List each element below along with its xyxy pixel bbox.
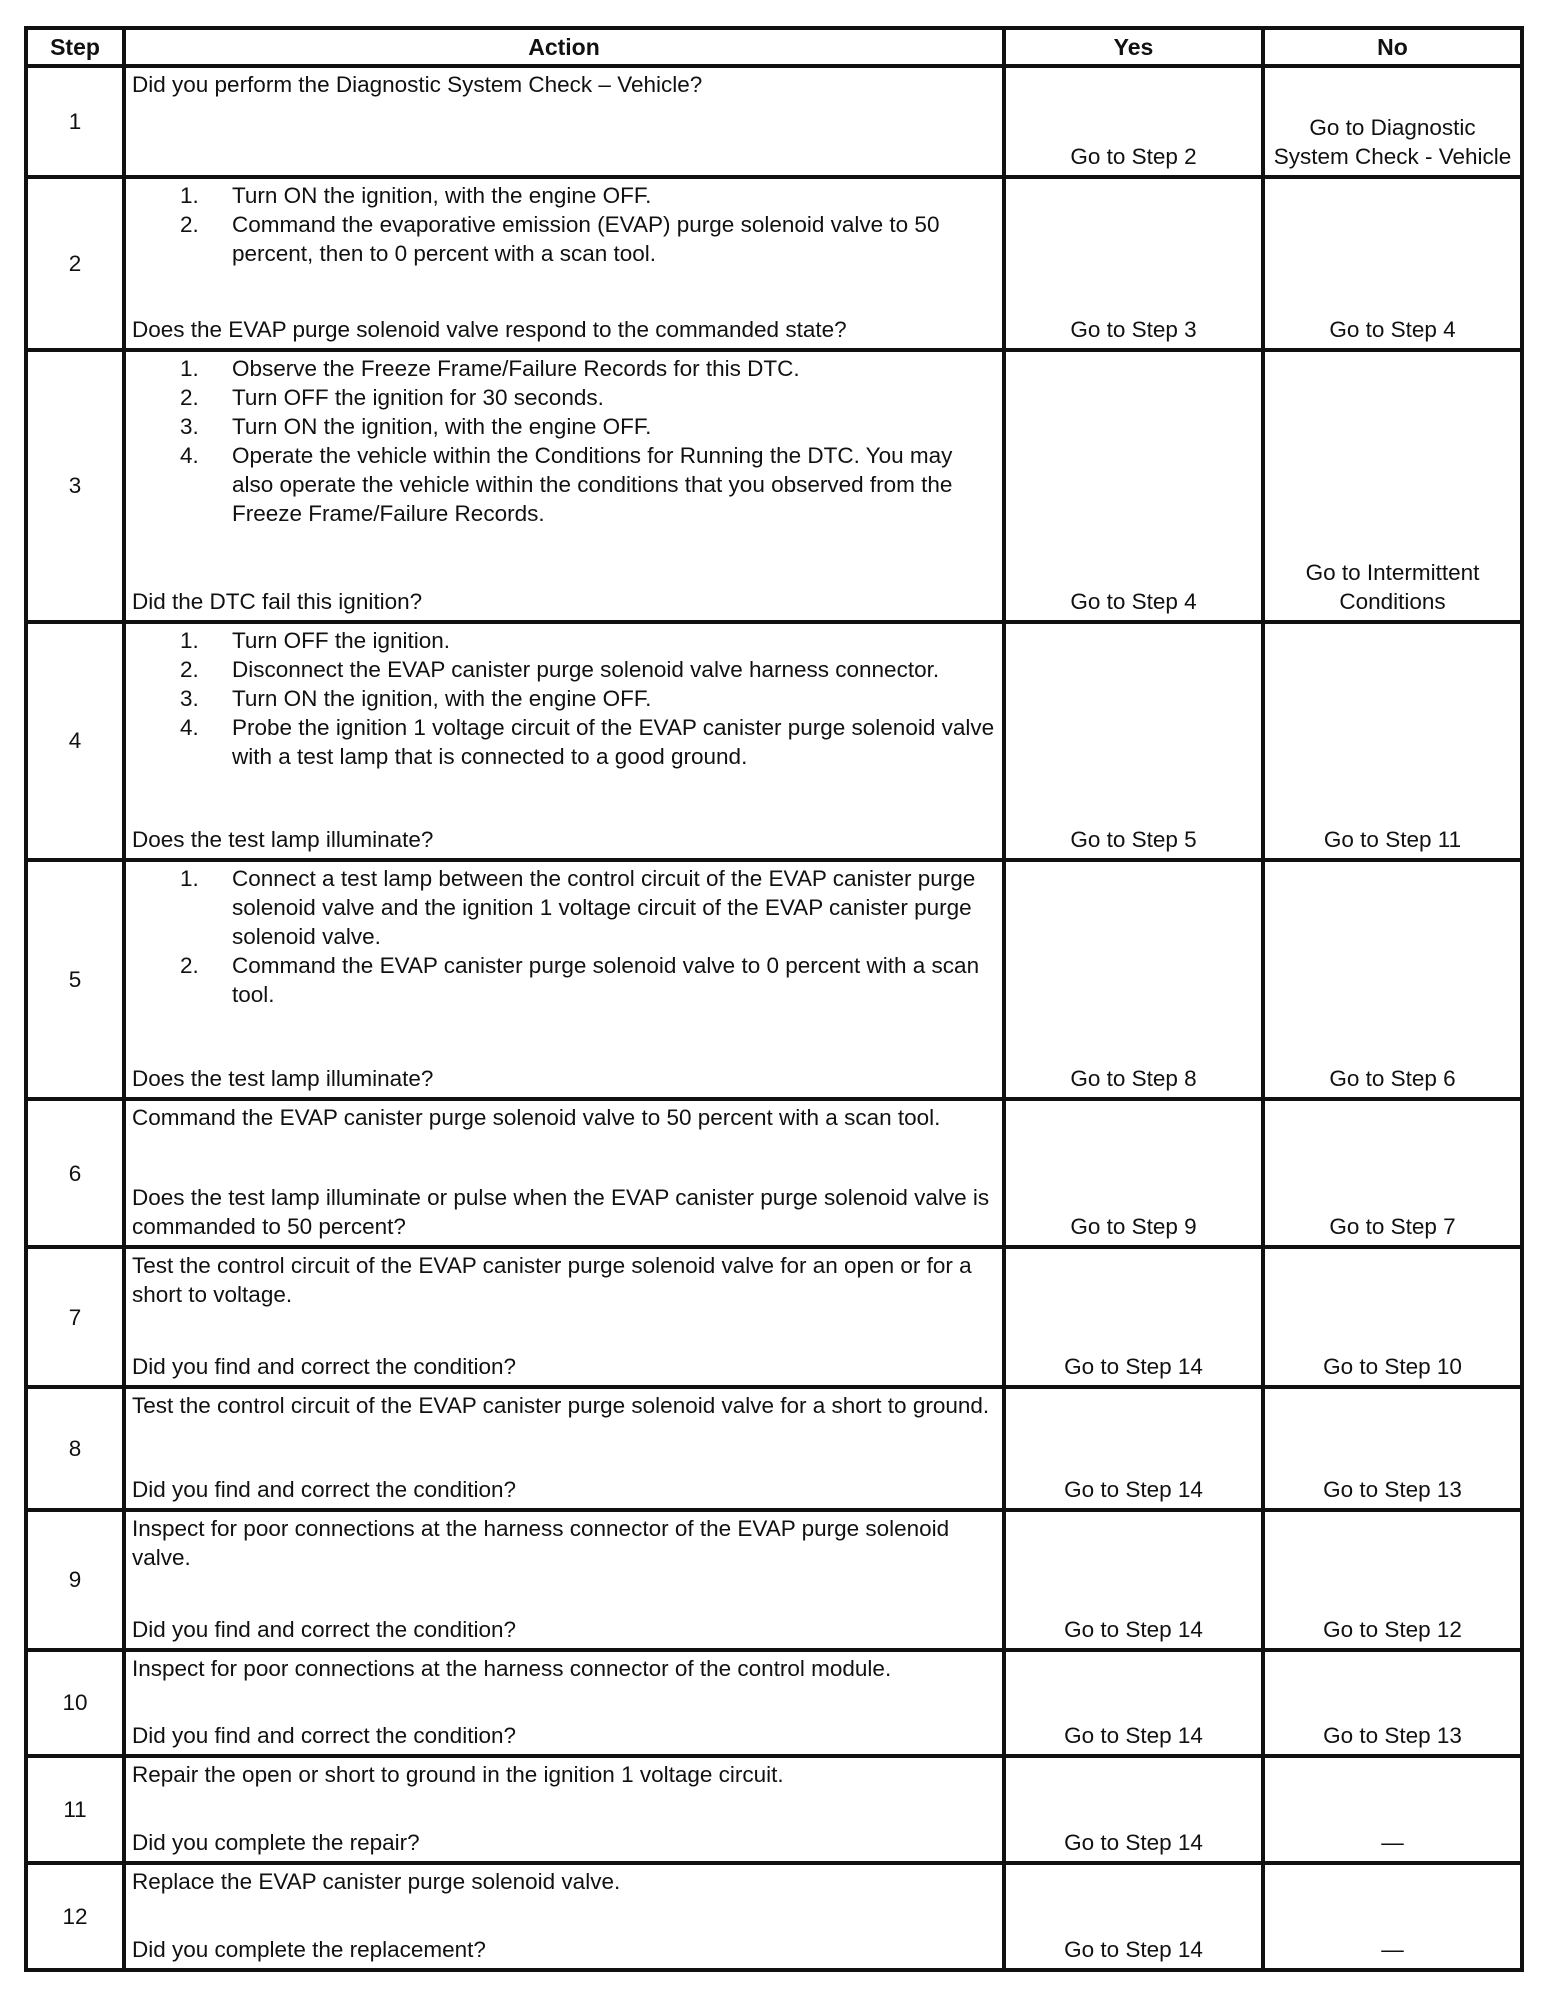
action-step-number: 1. bbox=[180, 866, 199, 892]
action-step-text: Observe the Freeze Frame/Failure Records for this DTC. bbox=[232, 356, 800, 381]
action-step-number: 2. bbox=[180, 212, 199, 238]
step-number: 12 bbox=[26, 1863, 124, 1970]
action-content bbox=[132, 1103, 998, 1242]
action-step-text: Command the evaporative emission (EVAP) purge solenoid valve to 50 percent, then to 0 percent with a scan tool. bbox=[232, 212, 940, 267]
action-text: Replace the EVAP canister purge solenoid valve. bbox=[132, 1869, 621, 1895]
action-step-text: Command the EVAP canister purge solenoid valve to 0 percent with a scan tool. bbox=[232, 953, 980, 1008]
table-row bbox=[26, 1756, 1522, 1863]
action-step-text: Probe the ignition 1 voltage circuit of the EVAP canister purge solenoid valve with a test lamp that is connected to a good ground. bbox=[232, 714, 995, 769]
no-result: Go to Step 10 bbox=[1263, 1247, 1522, 1387]
action-step-text: Connect a test lamp between the control circuit of the EVAP canister purge solenoid valve and the ignition 1 voltage circuit of the EVAP canister purge solenoid valve. bbox=[232, 866, 976, 950]
yes-result: Go to Step 14 bbox=[1004, 1510, 1263, 1650]
action-instructions bbox=[132, 70, 998, 99]
table-row bbox=[26, 1863, 1522, 1970]
table-row bbox=[26, 1650, 1522, 1757]
yes-result: Go to Step 14 bbox=[1004, 1387, 1263, 1510]
yes-result: Go to Step 3 bbox=[1004, 177, 1263, 350]
action-instructions bbox=[132, 1251, 998, 1309]
action-step-number: 2. bbox=[180, 953, 199, 979]
no-result: Go to Step 13 bbox=[1263, 1387, 1522, 1510]
action-step-text: Operate the vehicle within the Conditions for Running the DTC. You may also operate the vehicle within the conditions that you observed from the Freeze Frame/Failure Records. bbox=[232, 443, 953, 526]
step-number: 11 bbox=[26, 1756, 124, 1863]
yes-result: Go to Step 4 bbox=[1004, 350, 1263, 622]
no-result: Go to Step 6 bbox=[1263, 860, 1522, 1099]
action-cell bbox=[124, 860, 1004, 1099]
action-question: Does the test lamp illuminate? bbox=[132, 827, 434, 853]
action-instructions bbox=[132, 1391, 998, 1420]
no-result: Go to Diagnostic System Check - Vehicle bbox=[1263, 66, 1522, 177]
action-content bbox=[132, 70, 998, 171]
action-instructions bbox=[132, 1760, 998, 1789]
no-result: Go to Step 11 bbox=[1263, 622, 1522, 861]
action-step-item bbox=[132, 655, 998, 684]
no-result: Go to Step 12 bbox=[1263, 1510, 1522, 1650]
action-step-item bbox=[132, 713, 998, 771]
action-question: Does the test lamp illuminate or pulse when the EVAP canister purge solenoid valve is commanded to 50 percent? bbox=[132, 1185, 990, 1240]
action-text: Command the EVAP canister purge solenoid valve to 50 percent with a scan tool. bbox=[132, 1104, 941, 1130]
action-instructions bbox=[132, 626, 998, 771]
action-step-text: Turn ON the ignition, with the engine OFF. bbox=[232, 414, 652, 439]
action-content bbox=[132, 1867, 998, 1964]
action-content bbox=[132, 181, 998, 344]
no-result: Go to Intermittent Conditions bbox=[1263, 350, 1522, 622]
yes-result: Go to Step 8 bbox=[1004, 860, 1263, 1099]
action-instructions bbox=[132, 354, 998, 528]
action-cell bbox=[124, 66, 1004, 177]
action-content bbox=[132, 1654, 998, 1751]
action-cell bbox=[124, 1247, 1004, 1387]
action-step-item bbox=[132, 412, 998, 441]
step-number: 5 bbox=[26, 860, 124, 1099]
action-cell bbox=[124, 1387, 1004, 1510]
action-question: Did you find and correct the condition? bbox=[132, 1723, 516, 1749]
no-result: Go to Step 7 bbox=[1263, 1099, 1522, 1248]
no-result: — bbox=[1263, 1863, 1522, 1970]
action-text: Inspect for poor connections at the harness connector of the control module. bbox=[132, 1655, 892, 1681]
action-step-number: 1. bbox=[180, 627, 199, 653]
step-number: 3 bbox=[26, 350, 124, 622]
action-step-number: 2. bbox=[180, 656, 199, 682]
table-row bbox=[26, 350, 1522, 622]
action-step-number: 1. bbox=[180, 356, 199, 381]
yes-result: Go to Step 5 bbox=[1004, 622, 1263, 861]
action-question: Did you complete the repair? bbox=[132, 1830, 420, 1856]
action-content bbox=[132, 1760, 998, 1857]
action-text: Did you perform the Diagnostic System Check – Vehicle? bbox=[132, 72, 703, 97]
action-instructions bbox=[132, 864, 998, 1009]
action-content bbox=[132, 864, 998, 1093]
action-cell bbox=[124, 1756, 1004, 1863]
action-question: Did the DTC fail this ignition? bbox=[132, 588, 423, 614]
action-step-item bbox=[132, 354, 998, 383]
yes-result: Go to Step 14 bbox=[1004, 1247, 1263, 1387]
action-cell bbox=[124, 177, 1004, 350]
action-question: Did you find and correct the condition? bbox=[132, 1354, 516, 1380]
table-row bbox=[26, 1247, 1522, 1387]
table-body bbox=[26, 66, 1522, 1970]
action-instructions bbox=[132, 181, 998, 268]
action-content bbox=[132, 1514, 998, 1644]
step-number: 1 bbox=[26, 66, 124, 177]
action-instructions bbox=[132, 1867, 998, 1896]
action-step-item bbox=[132, 864, 998, 951]
action-cell bbox=[124, 1650, 1004, 1757]
action-question: Did you complete the replacement? bbox=[132, 1937, 486, 1962]
yes-result: Go to Step 14 bbox=[1004, 1863, 1263, 1970]
diagnostic-table bbox=[24, 26, 1524, 1972]
step-number: 4 bbox=[26, 622, 124, 861]
action-step-number: 2. bbox=[180, 385, 199, 410]
yes-result: Go to Step 9 bbox=[1004, 1099, 1263, 1248]
action-step-item bbox=[132, 383, 998, 412]
header-action: Action bbox=[124, 28, 1004, 66]
action-step-text: Disconnect the EVAP canister purge solenoid valve harness connector. bbox=[232, 656, 940, 682]
action-step-text: Turn OFF the ignition. bbox=[232, 627, 451, 653]
action-step-number: 3. bbox=[180, 414, 199, 439]
yes-result: Go to Step 2 bbox=[1004, 66, 1263, 177]
action-text: Test the control circuit of the EVAP canister purge solenoid valve for a short to ground. bbox=[132, 1393, 990, 1419]
step-number: 7 bbox=[26, 1247, 124, 1387]
header-no: No bbox=[1263, 28, 1522, 66]
action-text: Test the control circuit of the EVAP canister purge solenoid valve for an open or for a short to voltage. bbox=[132, 1253, 972, 1308]
no-result: Go to Step 13 bbox=[1263, 1650, 1522, 1757]
table-row bbox=[26, 66, 1522, 177]
action-cell bbox=[124, 622, 1004, 861]
action-text: Repair the open or short to ground in the ignition 1 voltage circuit. bbox=[132, 1762, 784, 1788]
action-step-text: Turn ON the ignition, with the engine OFF. bbox=[232, 685, 652, 711]
table-row bbox=[26, 622, 1522, 861]
action-instructions bbox=[132, 1654, 998, 1683]
action-cell bbox=[124, 1510, 1004, 1650]
table-row bbox=[26, 1510, 1522, 1650]
action-step-item bbox=[132, 684, 998, 713]
table-row bbox=[26, 1099, 1522, 1248]
action-content bbox=[132, 1251, 998, 1381]
action-step-text: Turn OFF the ignition for 30 seconds. bbox=[232, 385, 604, 410]
action-step-item bbox=[132, 951, 998, 1009]
action-cell bbox=[124, 1099, 1004, 1248]
action-step-text: Turn ON the ignition, with the engine OFF. bbox=[232, 183, 652, 209]
action-step-number: 4. bbox=[180, 714, 199, 740]
header-row bbox=[26, 28, 1522, 66]
step-number: 6 bbox=[26, 1099, 124, 1248]
step-number: 8 bbox=[26, 1387, 124, 1510]
table-row bbox=[26, 860, 1522, 1099]
action-cell bbox=[124, 1863, 1004, 1970]
yes-result: Go to Step 14 bbox=[1004, 1756, 1263, 1863]
action-steps-list bbox=[132, 626, 998, 771]
action-step-item bbox=[132, 210, 998, 268]
action-steps-list bbox=[132, 354, 998, 528]
action-content bbox=[132, 1391, 998, 1504]
action-step-item bbox=[132, 441, 998, 528]
action-step-item bbox=[132, 181, 998, 210]
action-steps-list bbox=[132, 864, 998, 1009]
header-yes: Yes bbox=[1004, 28, 1263, 66]
action-question: Does the EVAP purge solenoid valve respond to the commanded state? bbox=[132, 317, 847, 342]
no-result: — bbox=[1263, 1756, 1522, 1863]
table-row bbox=[26, 177, 1522, 350]
action-step-number: 1. bbox=[180, 183, 199, 209]
yes-result: Go to Step 14 bbox=[1004, 1650, 1263, 1757]
action-question: Did you find and correct the condition? bbox=[132, 1476, 516, 1502]
step-number: 10 bbox=[26, 1650, 124, 1757]
action-steps-list bbox=[132, 181, 998, 268]
action-content bbox=[132, 626, 998, 855]
action-text: Inspect for poor connections at the harness connector of the EVAP purge solenoid valve. bbox=[132, 1515, 950, 1570]
table-row bbox=[26, 1387, 1522, 1510]
no-result: Go to Step 4 bbox=[1263, 177, 1522, 350]
header-step: Step bbox=[26, 28, 124, 66]
step-number: 9 bbox=[26, 1510, 124, 1650]
action-content bbox=[132, 354, 998, 616]
action-instructions bbox=[132, 1514, 998, 1572]
action-instructions bbox=[132, 1103, 998, 1132]
action-cell bbox=[124, 350, 1004, 622]
action-step-number: 3. bbox=[180, 685, 199, 711]
action-step-number: 4. bbox=[180, 443, 199, 468]
action-question: Does the test lamp illuminate? bbox=[132, 1065, 434, 1091]
action-question: Did you find and correct the condition? bbox=[132, 1616, 516, 1642]
action-step-item bbox=[132, 626, 998, 655]
step-number: 2 bbox=[26, 177, 124, 350]
